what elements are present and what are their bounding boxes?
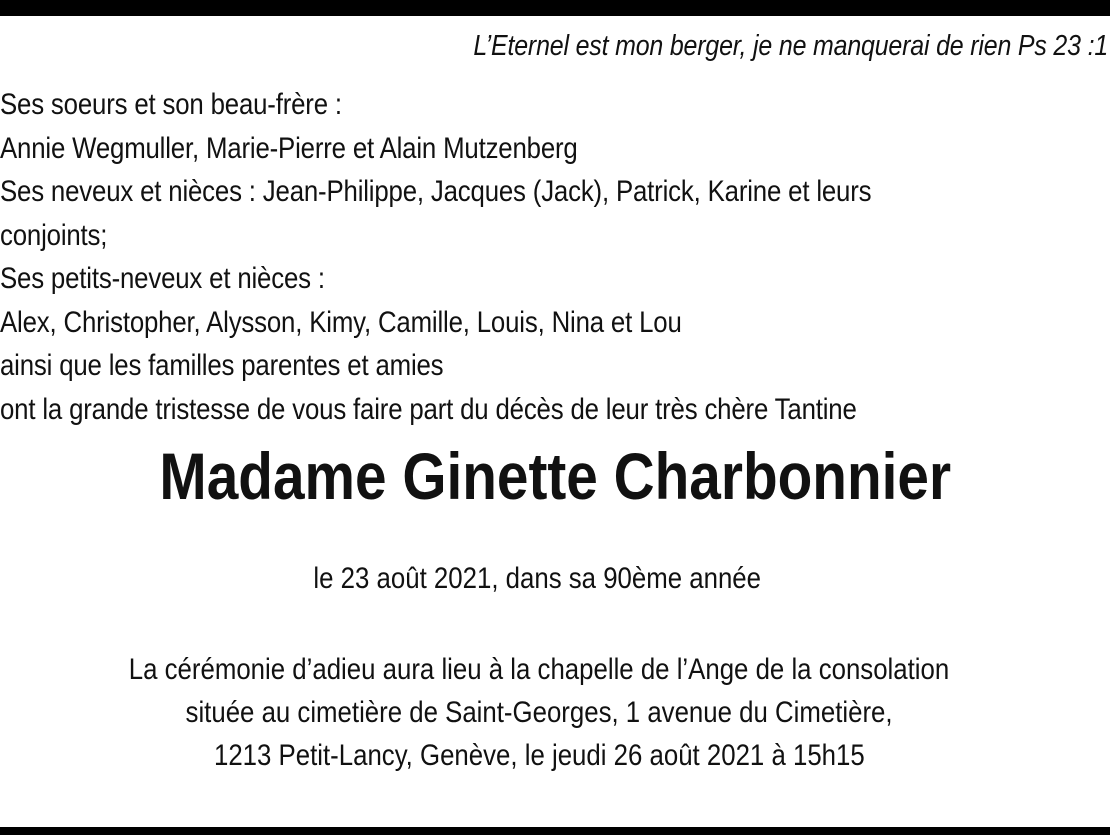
ceremony-line [0, 691, 1078, 734]
deceased-name-heading [0, 438, 1110, 514]
death-date-text: le 23 août 2021, dans sa 90ème année [313, 562, 762, 595]
family-line: Ses neveux et nièces : Jean-Philippe, Jacques (Jack), Patrick, Karine et leurs [0, 175, 872, 208]
family-line: Ses petits-neveux et nièces : [0, 262, 325, 295]
deceased-name-text: Madame Ginette Charbonnier [159, 439, 951, 513]
ceremony-line-text: située au cimetière de Saint-Georges, 1 avenue du Cimetière, [185, 696, 893, 729]
family-line: ont la grande tristesse de vous faire part du décès de leur très chère Tantine [0, 392, 857, 426]
family-line: Alex, Christopher, Alysson, Kimy, Camille, Louis, Nina et Lou [0, 305, 682, 339]
bible-verse: L’Eternel est mon berger, je ne manquerai de rien Ps 23 :1 [473, 30, 1108, 62]
bottom-border-rule [0, 827, 1110, 835]
top-border-rule [0, 0, 1110, 16]
death-date [0, 562, 1075, 596]
ceremony-details [0, 648, 1078, 777]
family-line: Annie Wegmuller, Marie-Pierre et Alain Mutzenberg [0, 131, 578, 165]
family-announcement [0, 83, 1110, 431]
ceremony-line-text: 1213 Petit-Lancy, Genève, le jeudi 26 août 2021 à 15h15 [213, 739, 865, 772]
ceremony-line [0, 648, 1078, 691]
family-line: Ses soeurs et son beau-frère : [0, 88, 342, 121]
family-line: conjoints; [0, 218, 108, 252]
family-line: ainsi que les familles parentes et amies [0, 349, 444, 382]
ceremony-line [0, 734, 1078, 777]
ceremony-line-text: La cérémonie d’adieu aura lieu à la chapelle de l’Ange de la consolation [128, 653, 950, 686]
